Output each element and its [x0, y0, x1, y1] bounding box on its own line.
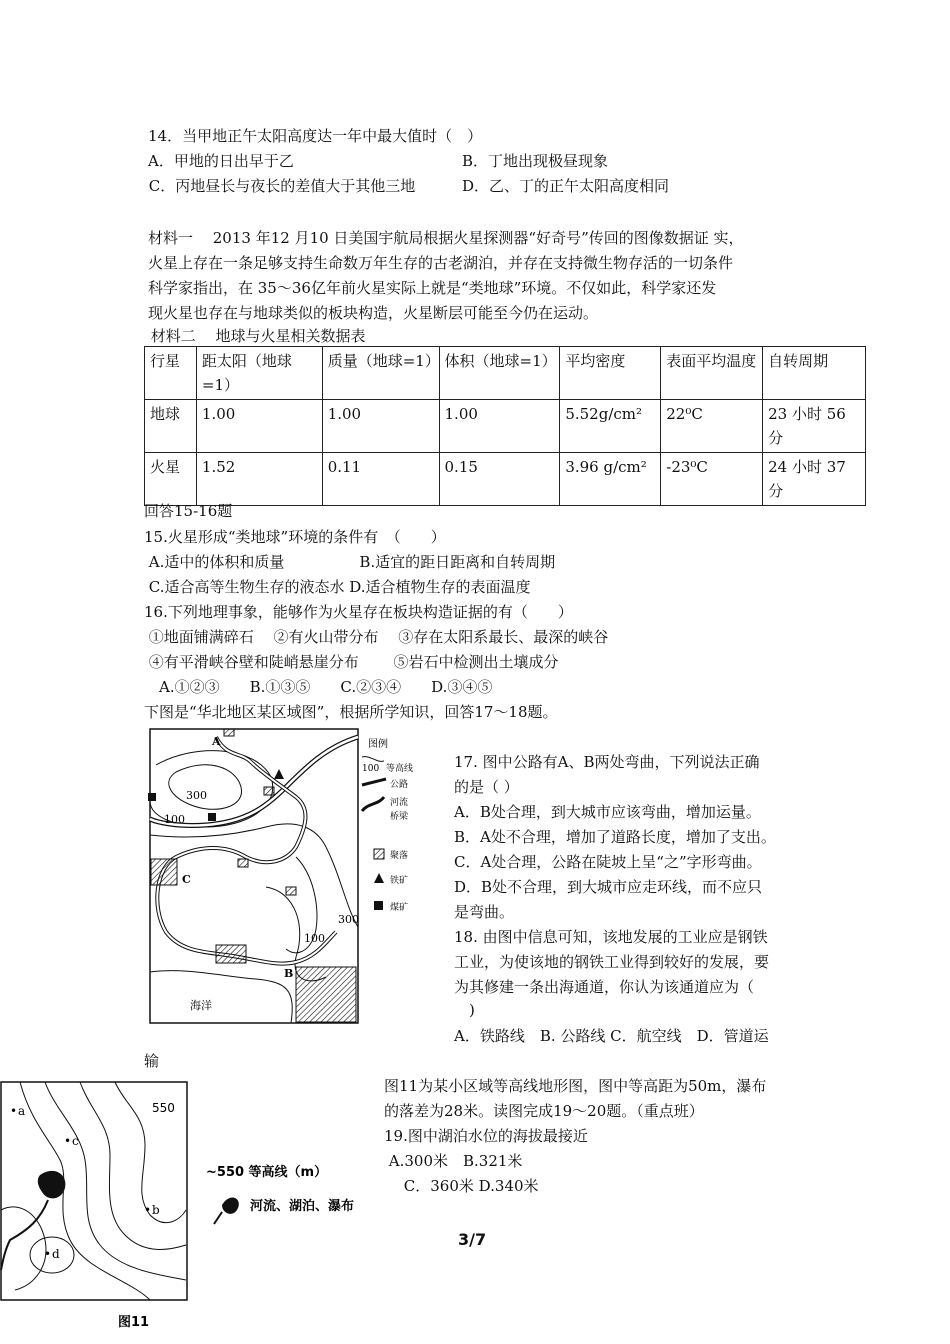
- table-header-cell: 行星: [145, 347, 197, 400]
- contour-value: 300: [186, 789, 207, 802]
- legend-iron-icon: [374, 873, 384, 883]
- legend-road-label: 公路: [390, 780, 409, 790]
- fig11-intro-1: 图11为某小区域等高线地形图，图中等高距为50m，瀑布: [384, 1077, 767, 1095]
- table-row: [145, 453, 866, 506]
- city-settlement: [296, 967, 356, 1022]
- table-cell: 1.00: [196, 400, 322, 453]
- fig11-caption: 图11: [118, 1315, 150, 1330]
- page-number: 3/7: [458, 1230, 487, 1249]
- legend-river-swatch: [362, 797, 384, 811]
- legend-contour-label: 等高线: [386, 764, 414, 774]
- label-a: a: [18, 1104, 26, 1118]
- q14-option-b: B．丁地出现极昼现象: [462, 152, 609, 170]
- q18-line: 为其修建一条出海通道，你认为该通道应为（: [454, 978, 755, 996]
- table-cell: 1.00: [322, 400, 439, 453]
- q17-option-a: A．B处合理，到大城市应该弯曲，增加运量。: [454, 803, 761, 821]
- table-cell: -23⁰C: [661, 453, 763, 506]
- q15-options-cd: C.适合高等生物生存的液态水 D.适合植物生存的表面温度: [144, 578, 531, 596]
- contour-value: 100: [304, 932, 325, 945]
- legend-contour-value: 100: [362, 764, 380, 774]
- legend-settlement-swatch: [374, 849, 384, 859]
- point-a: •: [10, 1104, 18, 1118]
- q18-line: 18. 由图中信息可知，该地发展的工业应是钢铁: [454, 928, 768, 946]
- material1-line: 材料一 2013 年12 月10 日美国宇航局根据火星探测器“好奇号”传回的图像数据证 实，: [148, 229, 744, 247]
- label-b: B: [284, 967, 294, 980]
- table-cell: 地球: [145, 400, 197, 453]
- planet-data-table: [144, 346, 866, 506]
- table-cell: 22⁰C: [661, 400, 763, 453]
- material1-line: 现火星也存在与地球类似的板块构造，火星断层可能至今仍在运动。: [148, 304, 599, 322]
- q17-option-b: B．A处不合理，增加了道路长度，增加了支出。: [454, 828, 776, 846]
- north-china-region-map: [146, 727, 446, 1027]
- q16-items-2: ④有平滑峡谷壁和陡峭悬崖分布 ⑤岩石中检测出土壤成分: [144, 653, 559, 671]
- q17-stem-1: 17. 图中公路有A、B两处弯曲，下列说法正确: [454, 753, 760, 771]
- q18-options: A．铁路线 B. 公路线 C．航空线 D．管道运: [454, 1027, 769, 1045]
- table-cell: 3.96 g/cm²: [560, 453, 661, 506]
- q15-stem: 15.火星形成“类地球”环境的条件有 （ ）: [144, 528, 446, 546]
- table-header-cell: 表面平均温度: [661, 347, 763, 400]
- q16-stem: 16.下列地理事象，能够作为火星存在板块构造证据的有（ ）: [144, 603, 573, 621]
- settlement: [286, 887, 296, 895]
- label-c: c: [72, 1134, 79, 1148]
- coal-mine-icon: [148, 793, 156, 801]
- legend-contour-swatch: [362, 757, 384, 762]
- answer-range: 回答15-16题: [144, 502, 233, 520]
- sea-label: 海洋: [190, 999, 212, 1012]
- material1-line: 科学家指出，在 35～36亿年前火星实际上就是“类地球”环境。不仅如此，科学家还发: [148, 279, 717, 297]
- q19-stem: 19.图中湖泊水位的海拔最接近: [384, 1127, 588, 1145]
- table-cell: 23 小时 56 分: [763, 400, 866, 453]
- point-d: •: [44, 1247, 52, 1261]
- settlement: [224, 729, 234, 736]
- q17-option-d: D．B处不合理，到大城市应走环线，而不应只: [454, 878, 763, 896]
- map1-intro: 下图是“华北地区某区域图”，根据所学知识，回答17～18题。: [144, 703, 558, 721]
- contour-value: 300: [338, 913, 359, 926]
- legend-contour: ~550 等高线（m）: [206, 1165, 328, 1180]
- table-header-cell: 距太阳（地球=1）: [196, 347, 322, 400]
- legend-bridge-label: 桥梁: [390, 812, 409, 822]
- legend-iron-label: 铁矿: [390, 876, 409, 886]
- settlement: [264, 787, 274, 795]
- coal-mine-icon: [208, 813, 216, 821]
- legend-settlement-label: 聚落: [390, 851, 409, 861]
- table-cell: 0.15: [439, 453, 560, 506]
- contour-value: 100: [164, 813, 185, 826]
- q17-option-d-cont: 是弯曲。: [454, 903, 515, 921]
- table-cell: 1.52: [196, 453, 322, 506]
- q16-choices: A.①②③ B.①③⑤ C.②③④ D.③④⑤: [144, 678, 493, 696]
- legend-coal-label: 煤矿: [390, 903, 409, 913]
- fig11-intro-2: 的落差为28米。读图完成19～20题。（重点班）: [384, 1102, 704, 1120]
- table-header-cell: 质量（地球=1）: [322, 347, 439, 400]
- legend-title: 图例: [368, 739, 388, 750]
- settlement-c: [151, 859, 177, 885]
- legend-river-label: 河流: [390, 798, 409, 808]
- table-header-row: [145, 347, 866, 400]
- q17-option-c: C．A处合理，公路在陡坡上呈“之”字形弯曲。: [454, 853, 762, 871]
- q18-line: ): [454, 1001, 475, 1019]
- point-c: •: [64, 1134, 72, 1148]
- q18-line: 工业，为使该地的钢铁工业得到较好的发展，要: [454, 953, 770, 971]
- q16-items-1: ①地面铺满碎石 ②有火山带分布 ③存在太阳系最长、最深的峡谷: [144, 628, 609, 646]
- q14-option-a: A．甲地的日出早于乙: [148, 152, 294, 170]
- table-header-cell: 平均密度: [560, 347, 661, 400]
- contour-value-550: 550: [152, 1101, 175, 1115]
- legend-water-icon: [222, 1198, 239, 1214]
- settlement: [238, 859, 248, 867]
- table-cell: 0.11: [322, 453, 439, 506]
- label-b: b: [152, 1203, 160, 1217]
- q17-stem-2: 的是（ ）: [454, 778, 519, 796]
- q14-option-d: D．乙、丁的正午太阳高度相同: [462, 177, 670, 195]
- q14-stem: 14．当甲地正午太阳高度达一年中最大值时（ ）: [148, 127, 483, 145]
- q19-options-cd: C．360米 D.340米: [384, 1177, 539, 1195]
- material1-line: 火星上存在一条足够支持生命数万年生存的古老湖泊，并存在支持微生物存活的一切条件: [148, 254, 734, 272]
- table-header-cell: 体积（地球=1）: [439, 347, 560, 400]
- q14-option-c: C．丙地昼长与夜长的差值大于其他三地: [144, 177, 416, 195]
- label-a: A: [212, 735, 221, 748]
- legend-water: 河流、湖泊、瀑布: [250, 1199, 355, 1214]
- point-b: •: [144, 1203, 152, 1217]
- table-cell: 24 小时 37 分: [763, 453, 866, 506]
- legend-coal-icon: [374, 901, 383, 910]
- q18-options-cont: 输: [144, 1052, 160, 1070]
- label-c: C: [182, 873, 191, 886]
- table-cell: 5.52g/cm²: [560, 400, 661, 453]
- legend-road-swatch: [362, 779, 386, 785]
- q15-options-ab: A.适中的体积和质量 B.适宜的距日距离和自转周期: [144, 553, 556, 571]
- settlement: [216, 945, 246, 963]
- q19-options-ab: A.300米 B.321米: [384, 1152, 523, 1170]
- figure-11-contour-map: [0, 1080, 370, 1330]
- table-cell: 1.00: [439, 400, 560, 453]
- table-header-cell: 自转周期: [763, 347, 866, 400]
- material2-title: 材料二 地球与火星相关数据表: [146, 327, 366, 345]
- label-d: d: [52, 1247, 60, 1261]
- table-cell: 火星: [145, 453, 197, 506]
- table-row: [145, 400, 866, 453]
